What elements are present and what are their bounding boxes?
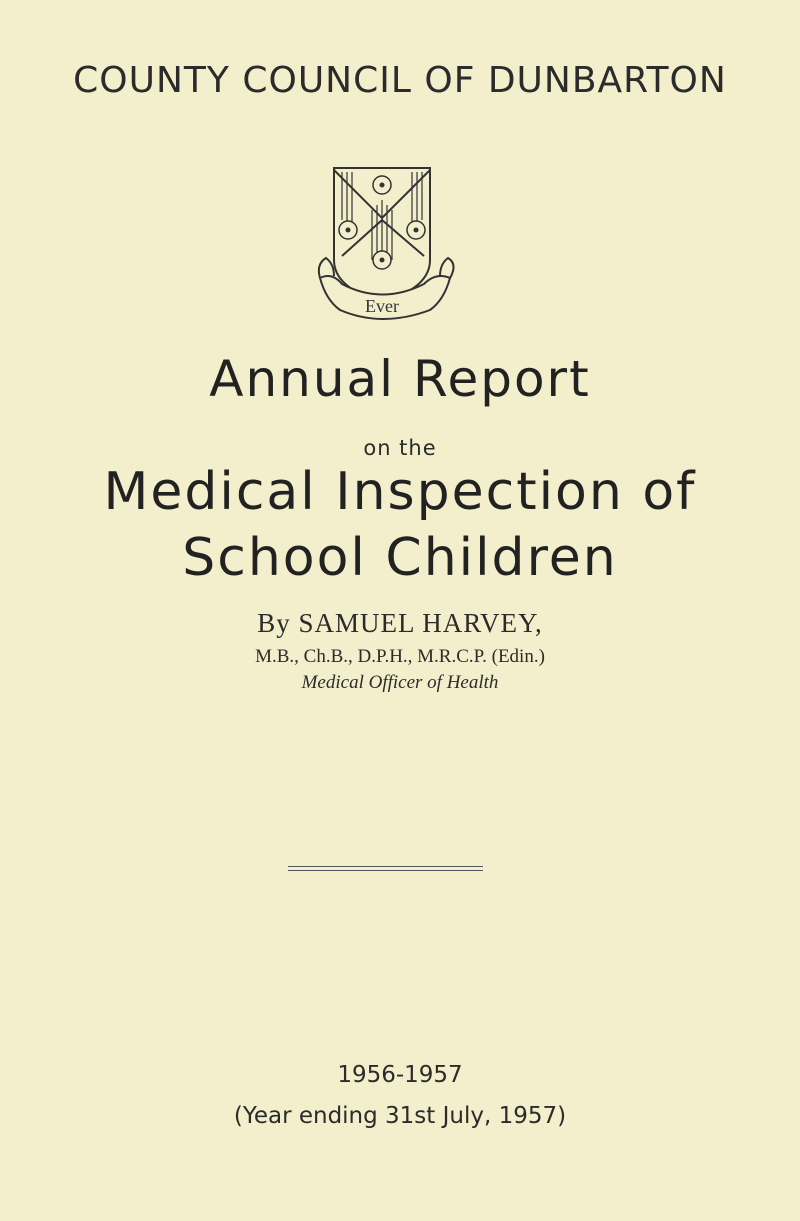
author-role: Medical Officer of Health [301,672,499,693]
report-subject-line-2: School Children [182,528,618,588]
author-qualifications: M.B., Ch.B., D.P.H., M.R.C.P. (Edin.) [255,646,545,667]
divider-rule-bottom [288,870,483,871]
divider-rule-top [288,866,483,867]
report-years: 1956-1957 [337,1062,463,1088]
author-name: By SAMUEL HARVEY, [257,608,543,638]
report-subject-line-1: Medical Inspection of [103,462,697,522]
crest-motto: Ever [365,296,399,316]
council-name: COUNTY COUNCIL OF DUNBARTON [73,60,727,101]
coat-of-arms-icon [312,160,462,330]
report-period: (Year ending 31st July, 1957) [233,1103,567,1129]
title-connector: on the [363,436,437,460]
report-title: Annual Report [209,350,591,408]
